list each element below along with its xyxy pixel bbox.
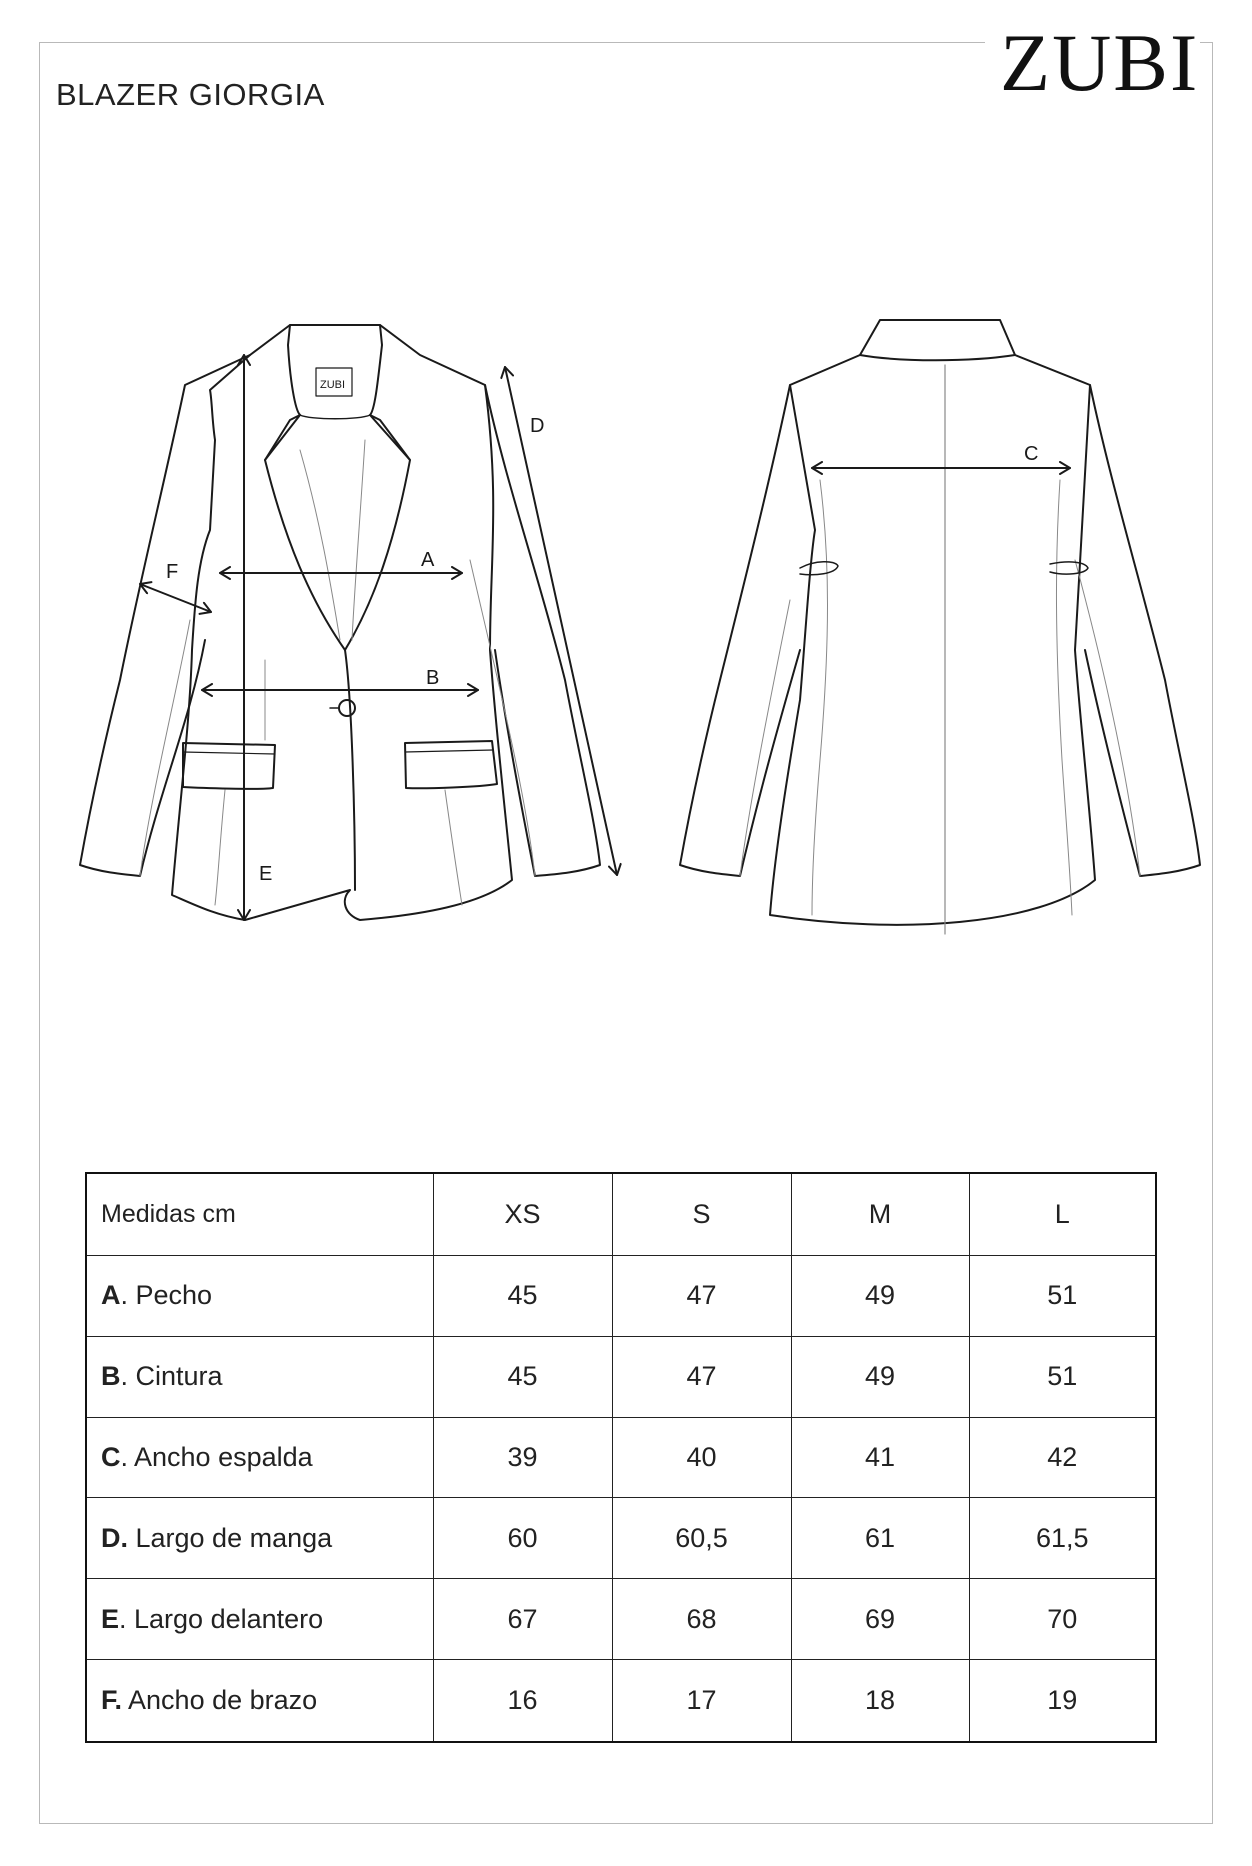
table-row bbox=[86, 1579, 1156, 1660]
table-cell: 45 bbox=[433, 1255, 612, 1336]
table-row bbox=[86, 1417, 1156, 1498]
table-header-row bbox=[86, 1173, 1156, 1255]
table-row bbox=[86, 1498, 1156, 1579]
product-title: BLAZER GIORGIA bbox=[56, 77, 325, 112]
table-row bbox=[86, 1336, 1156, 1417]
table-cell: 42 bbox=[969, 1417, 1156, 1498]
table-cell: 18 bbox=[791, 1660, 969, 1742]
table-cell: 69 bbox=[791, 1579, 969, 1660]
label-a: A bbox=[421, 549, 435, 571]
row-label: C. Ancho espalda bbox=[86, 1417, 433, 1498]
table-cell: 19 bbox=[1047, 1685, 1078, 1716]
table-cell: 51 bbox=[969, 1336, 1156, 1417]
table-cell: 68 bbox=[612, 1579, 791, 1660]
table-row bbox=[86, 1660, 1156, 1742]
label-c: C bbox=[1024, 443, 1039, 465]
table-cell: 47 bbox=[612, 1336, 791, 1417]
table-cell: 67 bbox=[433, 1579, 612, 1660]
label-d: D bbox=[530, 415, 545, 437]
table-cell: 61,5 bbox=[969, 1498, 1156, 1579]
brand-logo: ZUBI bbox=[1000, 17, 1200, 108]
label-b: B bbox=[426, 667, 440, 689]
measure-d-arrow bbox=[505, 367, 617, 875]
neck-label-text: ZUBI bbox=[320, 379, 346, 391]
table-cell: 41 bbox=[791, 1417, 969, 1498]
table-cell: 17 bbox=[612, 1660, 791, 1742]
row-label: A. Pecho bbox=[86, 1255, 433, 1336]
table-row bbox=[86, 1255, 1156, 1336]
label-f: F bbox=[166, 561, 179, 583]
table-cell: 60 bbox=[433, 1498, 612, 1579]
size-header-xs: XS bbox=[433, 1173, 612, 1255]
size-header-l: L bbox=[969, 1173, 1156, 1255]
table-cell: 45 bbox=[433, 1336, 612, 1417]
table-cell: 60,5 bbox=[612, 1498, 791, 1579]
size-header-s: S bbox=[612, 1173, 791, 1255]
table-cell: 51 bbox=[969, 1255, 1156, 1336]
measures-header: Medidas cm bbox=[86, 1173, 433, 1255]
table-cell: 49 bbox=[791, 1255, 969, 1336]
table-cell: 49 bbox=[791, 1336, 969, 1417]
table-cell: 39 bbox=[433, 1417, 612, 1498]
measure-f-arrow bbox=[140, 584, 211, 612]
table-cell: 47 bbox=[612, 1255, 791, 1336]
size-header-m: M bbox=[791, 1173, 969, 1255]
row-label: F. Ancho de brazo bbox=[86, 1660, 433, 1742]
button-icon bbox=[339, 700, 355, 716]
row-label: D. Largo de manga bbox=[86, 1498, 433, 1579]
blazer-back-view bbox=[680, 320, 1200, 934]
label-e: E bbox=[259, 863, 273, 885]
table-cell: 40 bbox=[612, 1417, 791, 1498]
row-label: B. Cintura bbox=[86, 1336, 433, 1417]
table-cell: 61 bbox=[791, 1498, 969, 1579]
table-cell: 70 bbox=[969, 1579, 1156, 1660]
row-label: E. Largo delantero bbox=[86, 1579, 433, 1660]
table-cell: 16 bbox=[433, 1660, 612, 1742]
size-chart-table bbox=[85, 1172, 1157, 1743]
